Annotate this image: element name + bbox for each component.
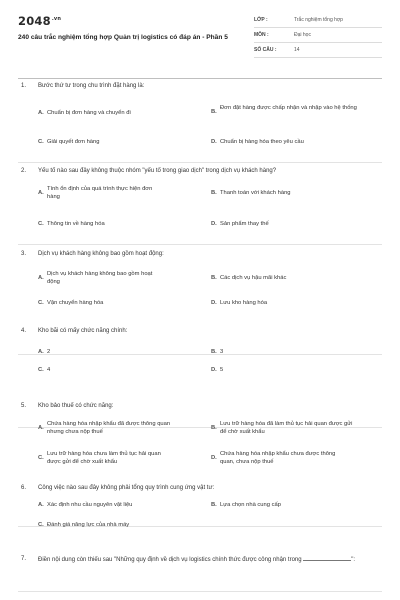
option-c[interactable]	[38, 450, 198, 468]
option-letter: C.	[38, 139, 44, 145]
question-number: 7.	[21, 556, 27, 562]
option-letter: A.	[38, 275, 44, 281]
option-text: Lựa chọn nhà cung cấp	[220, 502, 281, 508]
option-d[interactable]	[211, 220, 381, 230]
question-prompt: Dịch vụ khách hàng không bao gồm hoạt động:	[38, 251, 164, 257]
question-number: 5.	[21, 403, 27, 409]
option-c[interactable]	[38, 220, 198, 230]
site-logo[interactable]	[18, 14, 61, 28]
option-letter: A.	[38, 502, 44, 508]
option-letter: D.	[211, 367, 217, 373]
option-text: Thanh toán với khách hàng	[220, 190, 291, 196]
option-text: Tính ổn định của quá trình thực hiện đơn hàng	[47, 186, 153, 200]
option-text: Thông tin về hàng hóa	[47, 221, 105, 227]
option-text: Đánh giá năng lực của nhà máy	[47, 522, 130, 528]
option-letter: C.	[38, 221, 44, 227]
option-d[interactable]	[211, 450, 381, 468]
meta-key: MÔN :	[254, 32, 269, 38]
option-text: Lưu kho hàng hóa	[220, 300, 268, 306]
question-list	[18, 80, 382, 600]
meta-value: 14	[294, 47, 300, 53]
question-1	[18, 80, 382, 163]
option-text: Vận chuyển hàng hóa	[47, 300, 104, 306]
option-a[interactable]	[38, 185, 198, 203]
question-prompt: Yếu tố nào sau đây không thuộc nhóm "yếu tố trong giao dịch" trong dịch vụ khách hàng?	[38, 168, 277, 174]
question-text	[18, 327, 382, 335]
option-text: Sản phẩm thay thế	[220, 221, 269, 227]
meta-value: Trắc nghiệm tổng hợp	[294, 17, 343, 23]
option-letter: A.	[38, 349, 44, 355]
option-letter: D.	[211, 139, 217, 145]
option-b[interactable]	[211, 274, 381, 284]
option-text: Chuẩn bị hàng hóa theo yêu cầu	[220, 139, 304, 145]
meta-value: Đại học	[294, 32, 311, 38]
option-text: Dịch vụ khách hàng không bao gồm hoạt động	[47, 271, 153, 285]
option-text: Chứa hàng hóa nhập khẩu đã được thông quan nhưng chưa nộp thuế	[47, 421, 171, 435]
option-letter: A.	[38, 110, 44, 116]
option-text: 3	[220, 349, 224, 355]
question-number: 3.	[21, 251, 27, 257]
option-letter: C.	[38, 522, 44, 528]
question-prompt: Kho bãi có mấy chức năng chính:	[38, 328, 128, 334]
question-number: 4.	[21, 328, 27, 334]
question-text	[18, 402, 382, 410]
question-text	[18, 484, 382, 492]
question-prompt: Công việc nào sau đây không phải tổng quy trình cung ứng vật tư:	[38, 485, 215, 491]
option-letter: A.	[38, 425, 44, 431]
option-b[interactable]	[211, 348, 381, 358]
option-text: Các dịch vụ hậu mãi khác	[220, 275, 287, 281]
option-letter: B.	[211, 349, 217, 355]
option-d[interactable]	[211, 366, 381, 376]
fill-in-blank[interactable]	[303, 555, 351, 561]
option-text: Lưu trữ hàng hóa chưa làm thủ tục hải quan được gửi để chờ xuất khẩu	[47, 451, 161, 465]
logo-main: 2048	[18, 14, 51, 28]
option-text: Giải quyết đơn hàng	[47, 139, 100, 145]
option-letter: B.	[211, 190, 217, 196]
option-b[interactable]	[211, 501, 381, 511]
question-text	[18, 82, 382, 90]
question-prompt-end: ":	[351, 557, 356, 563]
option-text: Đơn đặt hàng được chấp nhận và nhập vào hệ thống	[220, 105, 357, 111]
option-a[interactable]	[38, 420, 198, 438]
question-7	[18, 556, 382, 600]
logo-suffix: .vn	[51, 16, 62, 23]
option-letter: C.	[38, 455, 44, 461]
question-4	[18, 328, 382, 428]
option-letter: D.	[211, 221, 217, 227]
question-2	[18, 163, 382, 245]
option-a[interactable]	[38, 501, 198, 511]
option-text: Chuẩn bị đơn hàng và chuyển đi	[47, 110, 131, 116]
option-d[interactable]	[211, 299, 381, 309]
meta-row-class	[254, 14, 382, 28]
document-title: 240 câu trắc nghiệm tổng hợp Quản trị logistics có đáp án - Phần 5	[18, 34, 228, 41]
header-divider	[18, 78, 382, 79]
meta-key: LỚP :	[254, 17, 268, 23]
option-letter: C.	[38, 367, 44, 373]
question-5	[18, 403, 382, 527]
question-prompt: Điền nội dung còn thiếu sau "Những quy định về dịch vụ logistics chính thức được công nhận trong	[38, 557, 302, 563]
option-c[interactable]	[38, 521, 198, 531]
option-text: 4	[47, 367, 51, 373]
option-letter: B.	[211, 425, 217, 431]
question-prompt: Kho bảo thuế có chức năng:	[38, 403, 114, 409]
option-letter: C.	[38, 300, 44, 306]
question-number: 6.	[21, 485, 27, 491]
option-text: 5	[220, 367, 224, 373]
meta-row-count	[254, 44, 382, 58]
document-meta	[254, 14, 382, 59]
option-letter: B.	[211, 502, 217, 508]
question-number: 2.	[21, 168, 27, 174]
option-text: Chứa hàng hóa nhập khẩu chưa được thông quan, chưa nộp thuế	[220, 451, 336, 465]
meta-row-subject	[254, 29, 382, 43]
option-letter: B.	[211, 109, 217, 115]
document-header	[18, 14, 382, 72]
option-a[interactable]	[38, 348, 198, 358]
option-letter: D.	[211, 455, 217, 461]
question-3	[18, 245, 382, 355]
option-c[interactable]	[38, 366, 198, 376]
option-c[interactable]	[38, 299, 198, 309]
question-prompt: Bước thứ tư trong chu trình đặt hàng là:	[38, 83, 145, 89]
option-d[interactable]	[211, 138, 381, 148]
option-letter: D.	[211, 300, 217, 306]
question-text	[18, 555, 382, 564]
option-b[interactable]	[211, 189, 381, 199]
option-text: 2	[47, 349, 51, 355]
option-b[interactable]	[211, 420, 381, 438]
meta-key: SỐ CÂU :	[254, 47, 277, 53]
question-text	[18, 250, 382, 258]
option-a[interactable]	[38, 109, 198, 119]
option-b[interactable]	[211, 104, 381, 122]
option-text: Xác định nhu cầu nguyên vật liệu	[47, 502, 133, 508]
option-letter: A.	[38, 190, 44, 196]
question-text	[18, 167, 382, 175]
option-text: Lưu trữ hàng hóa đã làm thủ tục hải quan được gửi để chờ xuất khẩu	[220, 421, 353, 435]
question-number: 1.	[21, 83, 27, 89]
option-a[interactable]	[38, 270, 198, 288]
option-c[interactable]	[38, 138, 198, 148]
option-letter: B.	[211, 275, 217, 281]
